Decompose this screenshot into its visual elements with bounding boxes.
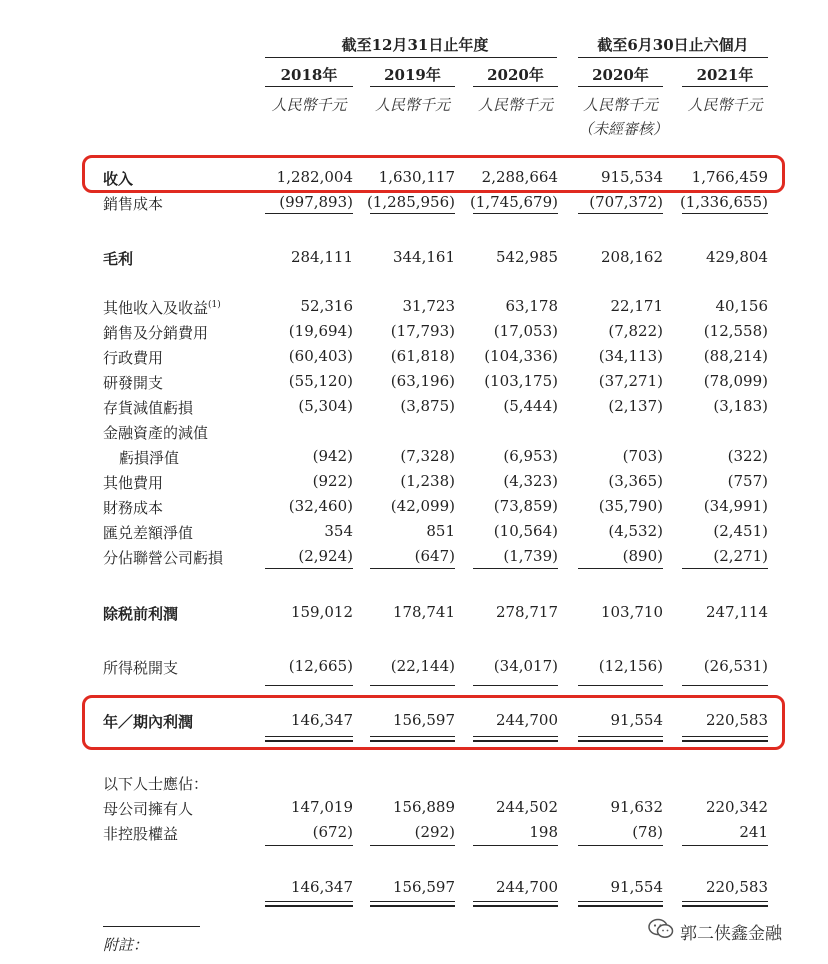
row-value: (2,924) bbox=[298, 547, 353, 565]
row-label: 金融資產的減值 bbox=[103, 424, 209, 442]
row-value: 146,347 bbox=[290, 711, 353, 729]
row-value: 146,347 bbox=[290, 878, 353, 896]
total-double-rule bbox=[370, 901, 455, 902]
row-value: 156,889 bbox=[392, 798, 455, 816]
highlight-revenue-box bbox=[82, 155, 785, 193]
year-header-2020: 2020年 bbox=[487, 66, 544, 84]
row-label: 研發開支 bbox=[103, 374, 164, 392]
row-value: 178,741 bbox=[392, 603, 455, 621]
subtotal-rule bbox=[265, 568, 353, 569]
total-double-rule bbox=[578, 905, 663, 907]
row-value: 2,288,664 bbox=[481, 168, 558, 186]
row-value: (55,120) bbox=[288, 372, 353, 390]
row-value: (88,214) bbox=[703, 347, 768, 365]
row-value: (103,175) bbox=[484, 372, 558, 390]
subtotal-rule bbox=[265, 685, 353, 686]
footnote-marker: (1) bbox=[208, 300, 221, 310]
row-label: 匯兑差額淨值 bbox=[103, 524, 194, 542]
row-value: (1,336,655) bbox=[679, 193, 768, 211]
row-value: 159,012 bbox=[290, 603, 353, 621]
row-value: 542,985 bbox=[495, 248, 558, 266]
row-value: 851 bbox=[426, 522, 455, 540]
subtotal-rule bbox=[682, 685, 768, 686]
row-value: 198 bbox=[529, 823, 558, 841]
row-label: 非控股權益 bbox=[103, 825, 179, 843]
total-double-rule bbox=[682, 905, 768, 907]
row-value: 278,717 bbox=[495, 603, 558, 621]
subtotal-rule bbox=[370, 685, 455, 686]
row-label: 所得税開支 bbox=[103, 659, 179, 677]
row-value: (63,196) bbox=[390, 372, 455, 390]
unit-label: 人民幣千元 bbox=[374, 96, 450, 114]
row-value: (42,099) bbox=[390, 497, 455, 515]
row-value: (12,156) bbox=[598, 657, 663, 675]
header-group-annual: 截至12月31日止年度 bbox=[341, 36, 489, 54]
year-header-2018: 2018年 bbox=[280, 66, 338, 84]
row-value: (647) bbox=[414, 547, 455, 565]
subtotal-rule bbox=[682, 568, 768, 569]
row-value: (17,053) bbox=[493, 322, 558, 340]
row-label: 銷售及分銷費用 bbox=[103, 324, 209, 342]
row-value: (73,859) bbox=[493, 497, 558, 515]
row-value: 91,632 bbox=[610, 798, 663, 816]
row-value: 429,804 bbox=[705, 248, 768, 266]
row-value: (12,665) bbox=[288, 657, 353, 675]
row-value: 103,710 bbox=[600, 603, 663, 621]
row-value: (922) bbox=[312, 472, 353, 490]
row-value: (757) bbox=[727, 472, 768, 490]
row-value: 915,534 bbox=[600, 168, 663, 186]
row-value: 220,583 bbox=[705, 878, 768, 896]
row-value: (4,532) bbox=[608, 522, 663, 540]
row-value: 1,766,459 bbox=[691, 168, 768, 186]
row-label: 年／期內利潤 bbox=[103, 713, 194, 731]
row-value: (32,460) bbox=[288, 497, 353, 515]
row-value: 40,156 bbox=[715, 297, 768, 315]
subtotal-rule bbox=[682, 213, 768, 214]
footnote-label: 附註： bbox=[103, 936, 149, 954]
subtotal-rule bbox=[578, 568, 663, 569]
row-value: 354 bbox=[324, 522, 353, 540]
wechat-icon bbox=[648, 918, 674, 944]
row-label: 毛利 bbox=[103, 250, 134, 268]
row-label: 其他費用 bbox=[103, 474, 164, 492]
row-value: 156,597 bbox=[392, 878, 455, 896]
row-value: (17,793) bbox=[390, 322, 455, 340]
row-value: (61,818) bbox=[390, 347, 455, 365]
header-group-half-year: 截至6月30日止六個月 bbox=[597, 36, 749, 54]
row-value: (890) bbox=[622, 547, 663, 565]
subtotal-rule bbox=[370, 845, 455, 846]
unit-label: 人民幣千元 bbox=[477, 96, 553, 114]
row-value: (672) bbox=[312, 823, 353, 841]
row-value: (6,953) bbox=[503, 447, 558, 465]
subtotal-rule bbox=[578, 845, 663, 846]
row-value: (35,790) bbox=[598, 497, 663, 515]
year-header-2019: 2019年 bbox=[384, 66, 441, 84]
unaudited-label: （未經審核） bbox=[578, 120, 669, 138]
row-value: (292) bbox=[414, 823, 455, 841]
row-value: 52,316 bbox=[300, 297, 353, 315]
row-value: (2,271) bbox=[713, 547, 768, 565]
row-value: (78) bbox=[632, 823, 663, 841]
row-value: (3,365) bbox=[608, 472, 663, 490]
row-value: (34,113) bbox=[598, 347, 663, 365]
row-value: (942) bbox=[312, 447, 353, 465]
total-double-rule bbox=[370, 905, 455, 907]
row-label: 收入 bbox=[103, 170, 134, 188]
row-value: 31,723 bbox=[402, 297, 455, 315]
total-double-rule bbox=[473, 901, 558, 902]
unit-label: 人民幣千元 bbox=[271, 96, 347, 114]
row-value: 244,700 bbox=[495, 711, 558, 729]
row-label: 銷售成本 bbox=[103, 195, 164, 213]
row-value: (703) bbox=[622, 447, 663, 465]
row-value: (19,694) bbox=[288, 322, 353, 340]
row-label: 其他收入及收益$^{(1)}$ bbox=[103, 299, 221, 317]
subtotal-rule bbox=[370, 213, 455, 214]
row-label: 虧損淨值 bbox=[119, 449, 180, 467]
year-header-2021-half: 2021年 bbox=[696, 66, 754, 84]
row-label: 存貨減值虧損 bbox=[103, 399, 194, 417]
row-value: 247,114 bbox=[705, 603, 768, 621]
subtotal-rule bbox=[682, 845, 768, 846]
row-value: (60,403) bbox=[288, 347, 353, 365]
row-value: (2,137) bbox=[608, 397, 663, 415]
row-label: 行政費用 bbox=[103, 349, 164, 367]
row-value: (322) bbox=[727, 447, 768, 465]
row-value: (37,271) bbox=[598, 372, 663, 390]
row-value: 344,161 bbox=[392, 248, 455, 266]
row-value: (1,745,679) bbox=[469, 193, 558, 211]
row-label: 母公司擁有人 bbox=[103, 800, 194, 818]
row-value: (104,336) bbox=[484, 347, 558, 365]
row-value: (22,144) bbox=[390, 657, 455, 675]
row-value: 284,111 bbox=[290, 248, 353, 266]
unit-label: 人民幣千元 bbox=[582, 96, 658, 114]
row-label: 除税前利潤 bbox=[103, 605, 179, 623]
row-value: 244,502 bbox=[495, 798, 558, 816]
row-value: (5,444) bbox=[503, 397, 558, 415]
row-value: 91,554 bbox=[610, 878, 663, 896]
row-value: 1,630,117 bbox=[378, 168, 455, 186]
subtotal-rule bbox=[370, 568, 455, 569]
subtotal-rule bbox=[265, 845, 353, 846]
row-value: 22,171 bbox=[610, 297, 663, 315]
row-value: 220,342 bbox=[705, 798, 768, 816]
row-value: (34,017) bbox=[493, 657, 558, 675]
row-value: (3,183) bbox=[713, 397, 768, 415]
subtotal-rule bbox=[578, 213, 663, 214]
row-value: (1,739) bbox=[503, 547, 558, 565]
row-value: (7,328) bbox=[400, 447, 455, 465]
row-value: (78,099) bbox=[703, 372, 768, 390]
subtotal-rule bbox=[473, 685, 558, 686]
row-value: 91,554 bbox=[610, 711, 663, 729]
row-value: (1,238) bbox=[400, 472, 455, 490]
row-value: 244,700 bbox=[495, 878, 558, 896]
row-value: (1,285,956) bbox=[366, 193, 455, 211]
row-value: (4,323) bbox=[503, 472, 558, 490]
subtotal-rule bbox=[265, 213, 353, 214]
subtotal-rule bbox=[473, 845, 558, 846]
subtotal-rule bbox=[473, 568, 558, 569]
row-value: (7,822) bbox=[608, 322, 663, 340]
total-double-rule bbox=[265, 905, 353, 907]
row-value: (12,558) bbox=[703, 322, 768, 340]
row-value: (997,893) bbox=[279, 193, 353, 211]
row-value: 63,178 bbox=[505, 297, 558, 315]
row-value: (3,875) bbox=[400, 397, 455, 415]
total-double-rule bbox=[265, 901, 353, 902]
row-label: 財務成本 bbox=[103, 499, 164, 517]
row-value: 156,597 bbox=[392, 711, 455, 729]
row-value: (707,372) bbox=[589, 193, 663, 211]
total-double-rule bbox=[473, 905, 558, 907]
row-label: 分佔聯營公司虧損 bbox=[103, 549, 224, 567]
watermark bbox=[648, 918, 782, 944]
row-value: 1,282,004 bbox=[276, 168, 353, 186]
row-value: (26,531) bbox=[703, 657, 768, 675]
row-label: 以下人士應佔： bbox=[103, 775, 209, 793]
row-value: 220,583 bbox=[705, 711, 768, 729]
row-value: (2,451) bbox=[713, 522, 768, 540]
row-value: 208,162 bbox=[600, 248, 663, 266]
unit-label: 人民幣千元 bbox=[687, 96, 763, 114]
highlight-profit-box bbox=[82, 695, 785, 750]
subtotal-rule bbox=[578, 685, 663, 686]
row-value: (5,304) bbox=[298, 397, 353, 415]
year-header-2020-half: 2020年 bbox=[592, 66, 649, 84]
row-value: (34,991) bbox=[703, 497, 768, 515]
row-value: (10,564) bbox=[493, 522, 558, 540]
watermark-text: 郭二侠鑫金融 bbox=[680, 923, 782, 944]
total-double-rule bbox=[682, 901, 768, 902]
row-value: 147,019 bbox=[290, 798, 353, 816]
total-double-rule bbox=[578, 901, 663, 902]
footnote-rule bbox=[103, 926, 200, 927]
subtotal-rule bbox=[473, 213, 558, 214]
row-value: 241 bbox=[739, 823, 768, 841]
